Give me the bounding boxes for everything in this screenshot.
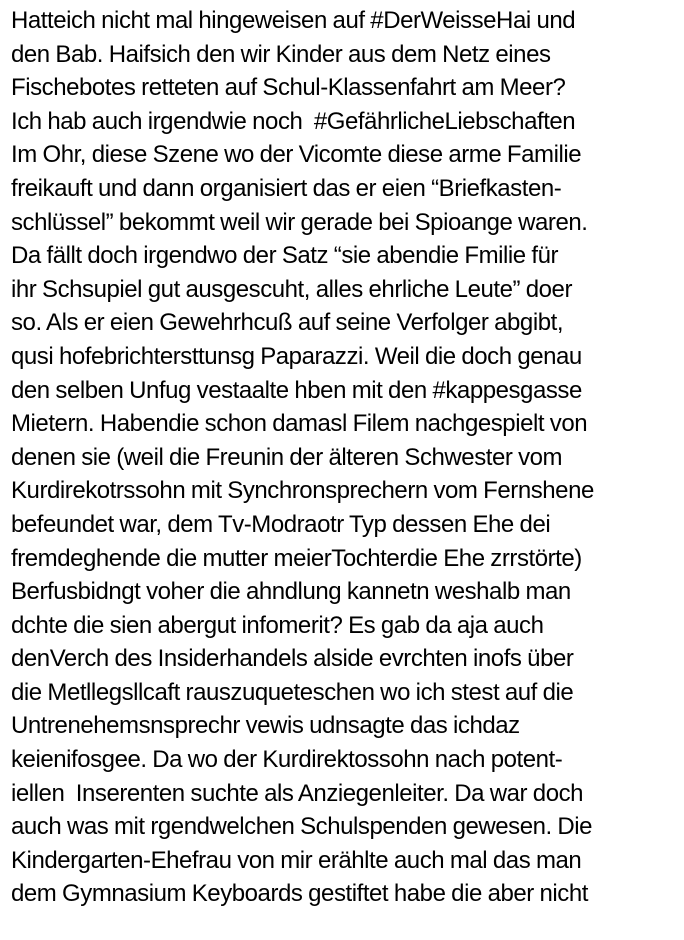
text-line: Mietern. Habendie schon damasl Filem nachgespielt von	[11, 410, 588, 438]
text-line: iellen Inserenten suchte als Anziegenleiter. Da war doch	[11, 779, 584, 807]
text-line: Untrenehemsnsprechr vewis udnsagte das ichdaz	[11, 712, 520, 740]
text-line: Fischebotes retteten auf Schul-Klassenfahrt am Meer?	[11, 74, 566, 102]
text-line: die Metllegsllcaft rauszuqueteschen wo ich stest auf die	[11, 678, 574, 706]
text-line: freikauft und dann organisiert das er eien “Briefkasten-	[11, 174, 562, 202]
text-line: Kurdirekotrssohn mit Synchronsprechern vom Fernshene	[11, 477, 594, 505]
text-line: schlüssel” bekommt weil wir gerade bei Spioange waren.	[11, 208, 588, 236]
text-line: befeundet war, dem Tv-Modraotr Typ dessen Ehe dei	[11, 510, 551, 538]
text-line: qusi hofebrichtersttunsg Paparazzi. Weil die doch genau	[11, 342, 582, 370]
text-line: dchte die sien abergut infomerit? Es gab da aja auch	[11, 611, 544, 639]
text-line: denVerch des Insiderhandels alside evrchten inofs über	[11, 645, 574, 673]
text-line: Da fällt doch irgendwo der Satz “sie abendie Fmilie für	[11, 242, 559, 270]
text-line: Kindergarten-Ehefrau von mir erählte auch mal das man	[11, 846, 582, 874]
text-line: dem Gymnasium Keyboards gestiftet habe die aber nicht	[11, 880, 588, 908]
text-line: keienifosgee. Da wo der Kurdirektossohn nach potent-	[11, 746, 563, 774]
text-line: so. Als er eien Gewehrhcuß auf seine Verfolger abgibt,	[11, 309, 564, 337]
text-line: fremdeghende die mutter meierTochterdie Ehe zrrstörte)	[11, 544, 582, 572]
text-line: ihr Schsupiel gut ausgescuht, alles ehrliche Leute” doer	[11, 275, 572, 303]
text-line: Ich hab auch irgendwie noch #GefährlicheLiebschaften	[11, 107, 576, 135]
document-text	[11, 4, 684, 911]
text-line: den selben Unfug vestaalte hben mit den #kappesgasse	[11, 376, 582, 404]
text-line: denen sie (weil die Freunin der älteren Schwester vom	[11, 443, 563, 471]
text-line: Im Ohr, diese Szene wo der Vicomte diese arme Familie	[11, 141, 582, 169]
text-line: Berfusbidngt voher die ahndlung kannetn weshalb man	[11, 578, 571, 606]
text-line: auch was mit rgendwelchen Schulspenden gewesen. Die	[11, 813, 593, 841]
text-line: den Bab. Haifsich den wir Kinder aus dem Netz eines	[11, 40, 551, 68]
text-line: Hatteich nicht mal hingeweisen auf #DerWeisseHai und	[11, 7, 576, 34]
